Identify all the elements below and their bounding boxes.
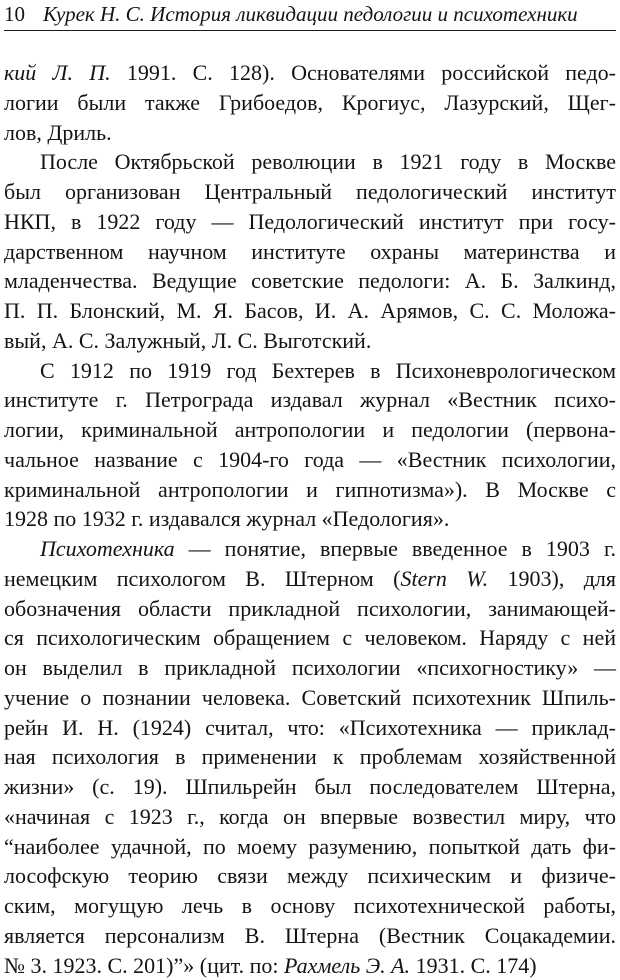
text-line	[4, 266, 616, 296]
text-line	[4, 415, 616, 445]
text-line	[4, 861, 616, 891]
body-text	[4, 58, 616, 980]
paragraph	[4, 58, 616, 147]
text-run: обозначения области прикладной психологии, занимающей-	[4, 596, 616, 621]
text-run: НКП, в 1922 году — Педологический институт при госу-	[4, 209, 616, 234]
text-line	[4, 504, 616, 534]
text-run: криминальной антропологии и гипнотизма»). В Москве с	[4, 477, 616, 502]
text-run: логии, криминальной антропологии и педологии (первона-	[4, 417, 616, 442]
text-run: ная психология в применении к проблемам хозяйственной	[4, 744, 616, 769]
text-run: ским, могущую лечь в основу психотехнической работы,	[4, 893, 616, 918]
text-line	[4, 237, 616, 267]
text-run: немецким психологом В. Штерном (	[4, 566, 400, 591]
text-run: № 3. 1923. С. 201)”» (цит. по:	[4, 953, 284, 978]
text-line	[4, 713, 616, 743]
text-line	[4, 385, 616, 415]
text-run: чальное название с 1904-го года — «Вестник психологии,	[4, 447, 616, 472]
text-line	[4, 594, 616, 624]
text-run: учение о познании человека. Советский психотехник Шпиль-	[4, 685, 616, 710]
text-line	[4, 623, 616, 653]
text-run: 1931. С. 174)	[410, 953, 537, 978]
text-run: — понятие, впервые введенное в 1903 г.	[175, 536, 616, 561]
paragraph	[4, 534, 616, 980]
text-line	[4, 832, 616, 862]
text-run: “наиболее удачной, по моему разумению, попыткой дать фи-	[4, 834, 616, 859]
paragraph	[4, 356, 616, 535]
text-run: 1928 по 1932 г. издавался журнал «Педология».	[4, 506, 449, 531]
text-line	[4, 951, 616, 980]
italic-text: Рахмель Э. А.	[284, 953, 410, 978]
text-line	[4, 534, 616, 564]
text-run: он выделил в прикладной психологии «психогностику» —	[4, 655, 616, 680]
text-run: После Октябрьской революции в 1921 году в Москве	[40, 149, 616, 174]
text-run: лов, Дриль.	[4, 120, 112, 145]
page-number: 10	[4, 2, 25, 26]
text-run: 1991. С. 128). Основателями российской педо-	[111, 60, 616, 85]
text-line	[4, 653, 616, 683]
text-line	[4, 742, 616, 772]
text-line	[4, 356, 616, 386]
text-run: «начиная с 1923 г., когда он впервые возвестил миру, что	[4, 804, 616, 829]
text-line	[4, 207, 616, 237]
text-line	[4, 772, 616, 802]
text-line	[4, 326, 616, 356]
text-run: ся психологическим обращением с человеком. Наряду с ней	[4, 625, 616, 650]
text-run: был организован Центральный педологический институт	[4, 179, 616, 204]
text-line	[4, 88, 616, 118]
text-line	[4, 891, 616, 921]
text-line	[4, 118, 616, 148]
text-run: С 1912 по 1919 год Бехтерев в Психоневрологическом	[40, 358, 616, 383]
text-line	[4, 58, 616, 88]
text-run: вый, А. С. Залужный, Л. С. Выготский.	[4, 328, 371, 353]
running-header	[4, 0, 616, 31]
text-run: институте г. Петрограда издавал журнал «Вестник психо-	[4, 387, 616, 412]
text-line	[4, 475, 616, 505]
italic-text: Stern W.	[400, 566, 488, 591]
text-run: логии были также Грибоедов, Крогиус, Лазурский, Щег-	[4, 90, 616, 115]
text-line	[4, 921, 616, 951]
paragraph	[4, 147, 616, 355]
text-line	[4, 564, 616, 594]
text-run: младенчества. Ведущие советские педологи: А. Б. Залкинд,	[4, 268, 616, 293]
text-run: дарственном научном институте охраны материнства и	[4, 239, 616, 264]
italic-text: Психотехника	[40, 536, 175, 561]
text-run: лософскую теорию связи между психическим и физиче-	[4, 863, 616, 888]
text-line	[4, 445, 616, 475]
running-title: Курек Н. С. История ликвидации педологии и психотехники	[43, 2, 578, 26]
text-run: является персонализм В. Штерна (Вестник Соцакадемии.	[4, 923, 616, 948]
text-run: 1903), для	[488, 566, 616, 591]
text-line	[4, 296, 616, 326]
italic-text: кий Л. П.	[4, 60, 111, 85]
text-line	[4, 802, 616, 832]
text-run: жизни» (с. 19). Шпильрейн был последователем Штерна,	[4, 774, 616, 799]
text-run: П. П. Блонский, М. Я. Басов, И. А. Арямов, С. С. Моложа-	[4, 298, 616, 323]
text-line	[4, 683, 616, 713]
text-line	[4, 147, 616, 177]
text-run: рейн И. Н. (1924) считал, что: «Психотехника — приклад-	[4, 715, 616, 740]
text-line	[4, 177, 616, 207]
